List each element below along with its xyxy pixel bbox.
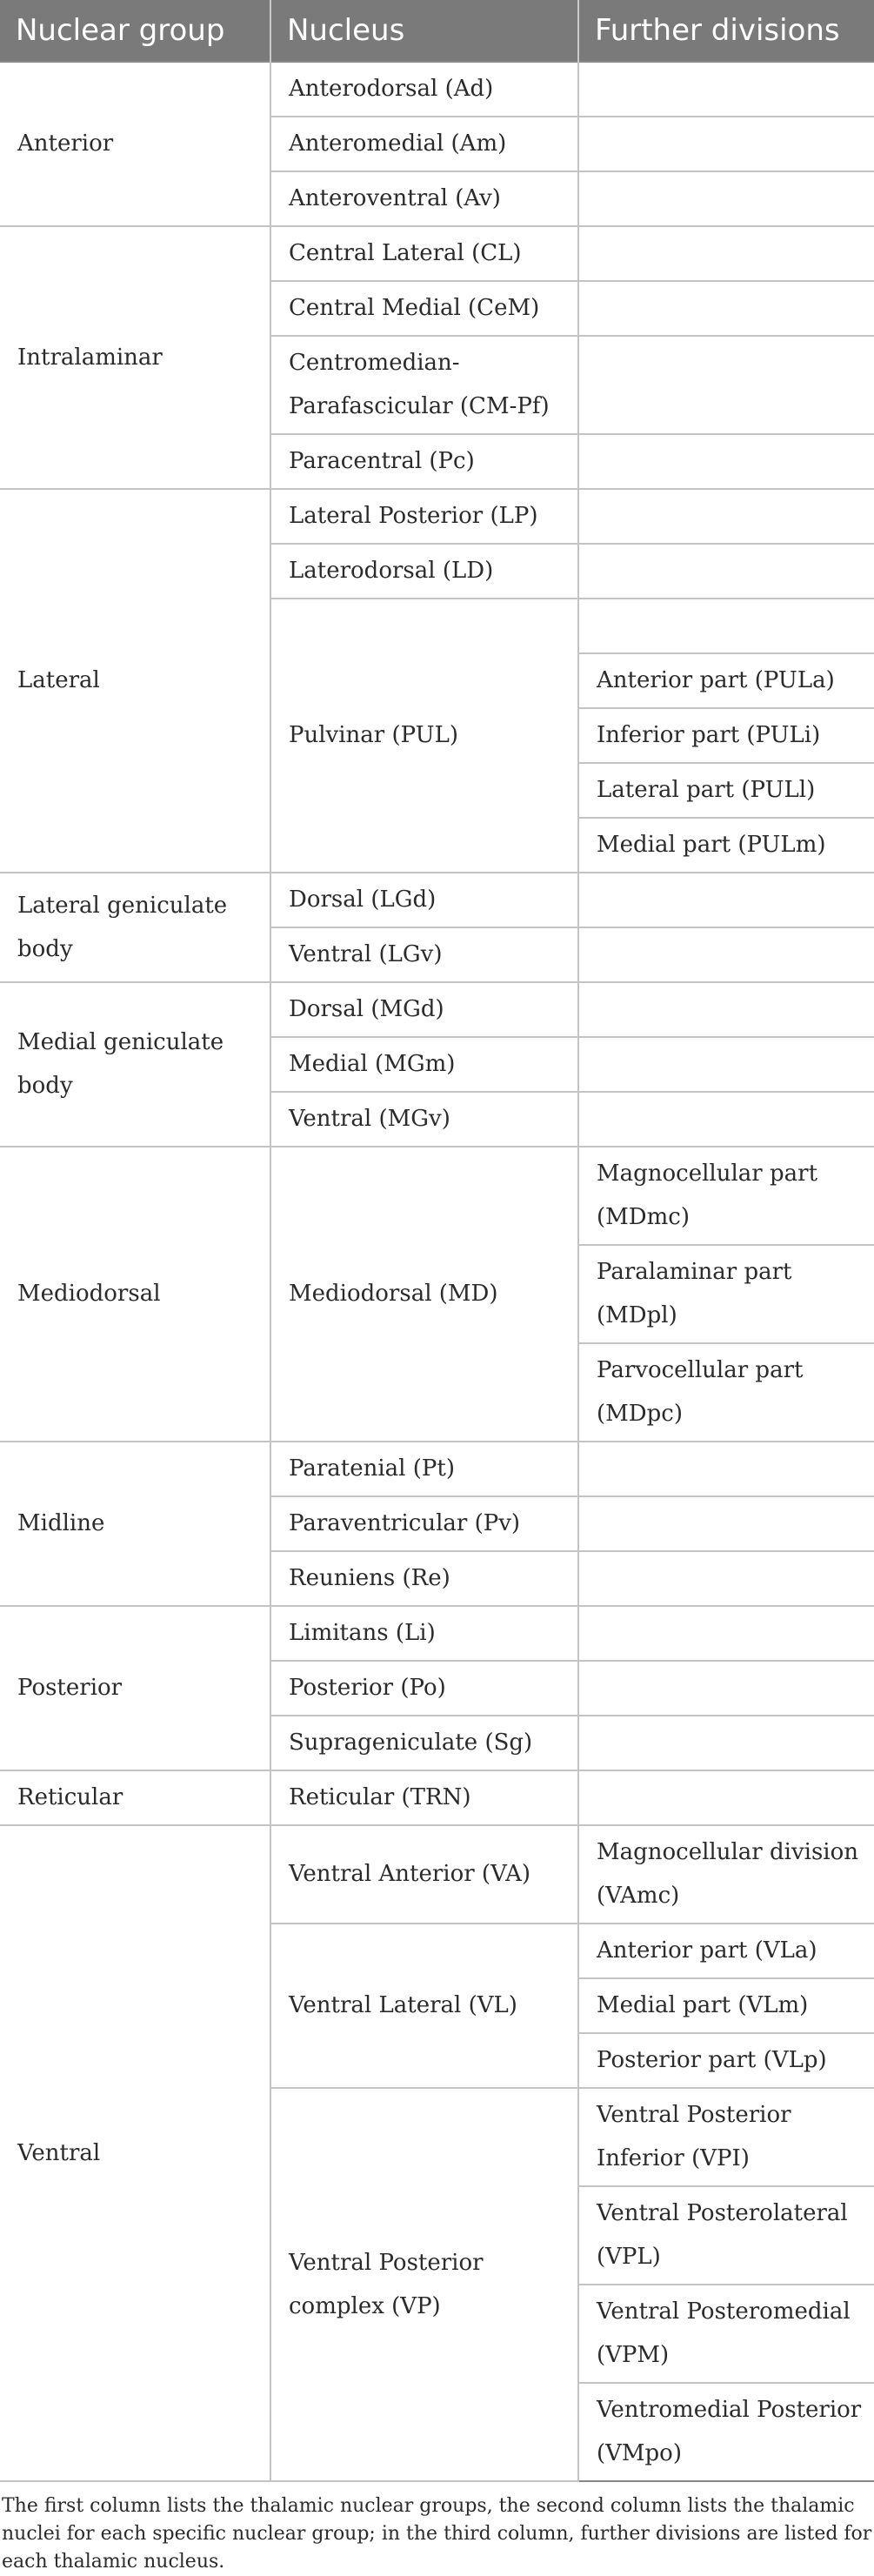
nucleus-cell: Central Medial (CeM) bbox=[270, 281, 578, 336]
nucleus-cell: Paracentral (Pc) bbox=[270, 434, 578, 489]
division-cell: Anterior part (VLa) bbox=[578, 1924, 874, 1978]
nucleus-cell: Ventral Lateral (VL) bbox=[270, 1924, 578, 2088]
table-footnote: The first column lists the thalamic nuclear groups, the second column lists the thalamic nuclei for each specific nuclear group; in the third column, further divisions are listed for each thalamic nucleus. bbox=[2, 2495, 872, 2573]
nucleus-cell: Ventral Anterior (VA) bbox=[270, 1825, 578, 1924]
table-row bbox=[0, 1770, 874, 1825]
table-row bbox=[0, 1147, 874, 1245]
division-cell bbox=[578, 281, 874, 336]
nuclear-group-cell: Medial geniculate body bbox=[0, 982, 270, 1147]
nucleus-cell: Dorsal (LGd) bbox=[270, 873, 578, 927]
nucleus-cell: Suprageniculate (Sg) bbox=[270, 1716, 578, 1770]
nuclear-group-cell: Intralaminar bbox=[0, 226, 270, 489]
table-row bbox=[0, 226, 874, 281]
nucleus-cell: Paratenial (Pt) bbox=[270, 1442, 578, 1496]
division-cell bbox=[578, 982, 874, 1037]
table-row bbox=[0, 62, 874, 117]
division-cell bbox=[578, 62, 874, 117]
division-cell bbox=[578, 226, 874, 281]
division-cell bbox=[578, 1496, 874, 1551]
division-cell: Ventral Posteromedial (VPM) bbox=[578, 2285, 874, 2383]
division-cell: Medial part (VLm) bbox=[578, 1978, 874, 2033]
division-cell: Medial part (PULm) bbox=[578, 818, 874, 873]
nucleus-cell: Centromedian-Parafascicular (CM-Pf) bbox=[270, 336, 578, 434]
division-cell bbox=[578, 434, 874, 489]
division-cell bbox=[578, 599, 874, 653]
nuclear-group-cell: Reticular bbox=[0, 1770, 270, 1825]
header-row bbox=[0, 0, 874, 62]
nucleus-cell: Anterodorsal (Ad) bbox=[270, 62, 578, 117]
nucleus-cell: Pulvinar (PUL) bbox=[270, 599, 578, 873]
division-cell bbox=[578, 171, 874, 226]
division-cell bbox=[578, 1661, 874, 1716]
nucleus-cell: Central Lateral (CL) bbox=[270, 226, 578, 281]
nucleus-cell: Reuniens (Re) bbox=[270, 1551, 578, 1606]
division-cell: Anterior part (PULa) bbox=[578, 653, 874, 708]
division-cell bbox=[578, 489, 874, 544]
division-cell bbox=[578, 117, 874, 171]
division-cell bbox=[578, 1606, 874, 1661]
division-cell: Magnocellular part (MDmc) bbox=[578, 1147, 874, 1245]
division-cell bbox=[578, 1551, 874, 1606]
header-nuclear-group: Nuclear group bbox=[0, 0, 270, 62]
table-row bbox=[0, 1442, 874, 1496]
nuclear-group-cell: Midline bbox=[0, 1442, 270, 1606]
division-cell bbox=[578, 1770, 874, 1825]
division-cell: Ventromedial Posterior (VMpo) bbox=[578, 2383, 874, 2481]
division-cell: Posterior part (VLp) bbox=[578, 2033, 874, 2088]
nucleus-cell: Ventral (LGv) bbox=[270, 927, 578, 982]
nucleus-cell: Limitans (Li) bbox=[270, 1606, 578, 1661]
nucleus-cell: Paraventricular (Pv) bbox=[270, 1496, 578, 1551]
nucleus-cell: Lateral Posterior (LP) bbox=[270, 489, 578, 544]
division-cell bbox=[578, 873, 874, 927]
table-row bbox=[0, 1825, 874, 1924]
table-row bbox=[0, 873, 874, 927]
division-cell: Lateral part (PULl) bbox=[578, 763, 874, 818]
division-cell: Magnocellular division (VAmc) bbox=[578, 1825, 874, 1924]
division-cell bbox=[578, 1037, 874, 1092]
division-cell bbox=[578, 544, 874, 599]
nuclear-group-cell: Posterior bbox=[0, 1606, 270, 1770]
division-cell: Ventral Posterolateral (VPL) bbox=[578, 2186, 874, 2285]
table-row bbox=[0, 1606, 874, 1661]
division-cell bbox=[578, 1716, 874, 1770]
nucleus-cell: Ventral (MGv) bbox=[270, 1092, 578, 1147]
division-cell: Paralaminar part (MDpl) bbox=[578, 1245, 874, 1343]
division-cell: Ventral Posterior Inferior (VPI) bbox=[578, 2088, 874, 2186]
nucleus-cell: Anteromedial (Am) bbox=[270, 117, 578, 171]
division-cell bbox=[578, 1442, 874, 1496]
nucleus-cell: Anteroventral (Av) bbox=[270, 171, 578, 226]
table-row bbox=[0, 489, 874, 544]
header-further-divisions: Further divisions bbox=[578, 0, 874, 62]
nucleus-cell: Posterior (Po) bbox=[270, 1661, 578, 1716]
division-cell bbox=[578, 1092, 874, 1147]
division-cell: Parvocellular part (MDpc) bbox=[578, 1343, 874, 1442]
table-row bbox=[0, 982, 874, 1037]
division-cell bbox=[578, 336, 874, 434]
nucleus-cell: Ventral Posterior complex (VP) bbox=[270, 2088, 578, 2481]
nucleus-cell: Medial (MGm) bbox=[270, 1037, 578, 1092]
nucleus-cell: Laterodorsal (LD) bbox=[270, 544, 578, 599]
nucleus-cell: Mediodorsal (MD) bbox=[270, 1147, 578, 1442]
nuclear-group-cell: Ventral bbox=[0, 1825, 270, 2481]
table-header bbox=[0, 0, 874, 62]
nucleus-cell: Dorsal (MGd) bbox=[270, 982, 578, 1037]
nuclear-group-cell: Mediodorsal bbox=[0, 1147, 270, 1442]
division-cell bbox=[578, 927, 874, 982]
nuclear-group-cell: Anterior bbox=[0, 62, 270, 226]
nuclear-group-cell: Lateral bbox=[0, 489, 270, 873]
division-cell: Inferior part (PULi) bbox=[578, 708, 874, 763]
nuclear-group-cell: Lateral geniculate body bbox=[0, 873, 270, 982]
nucleus-cell: Reticular (TRN) bbox=[270, 1770, 578, 1825]
table-body bbox=[0, 62, 874, 2481]
header-nucleus: Nucleus bbox=[270, 0, 578, 62]
